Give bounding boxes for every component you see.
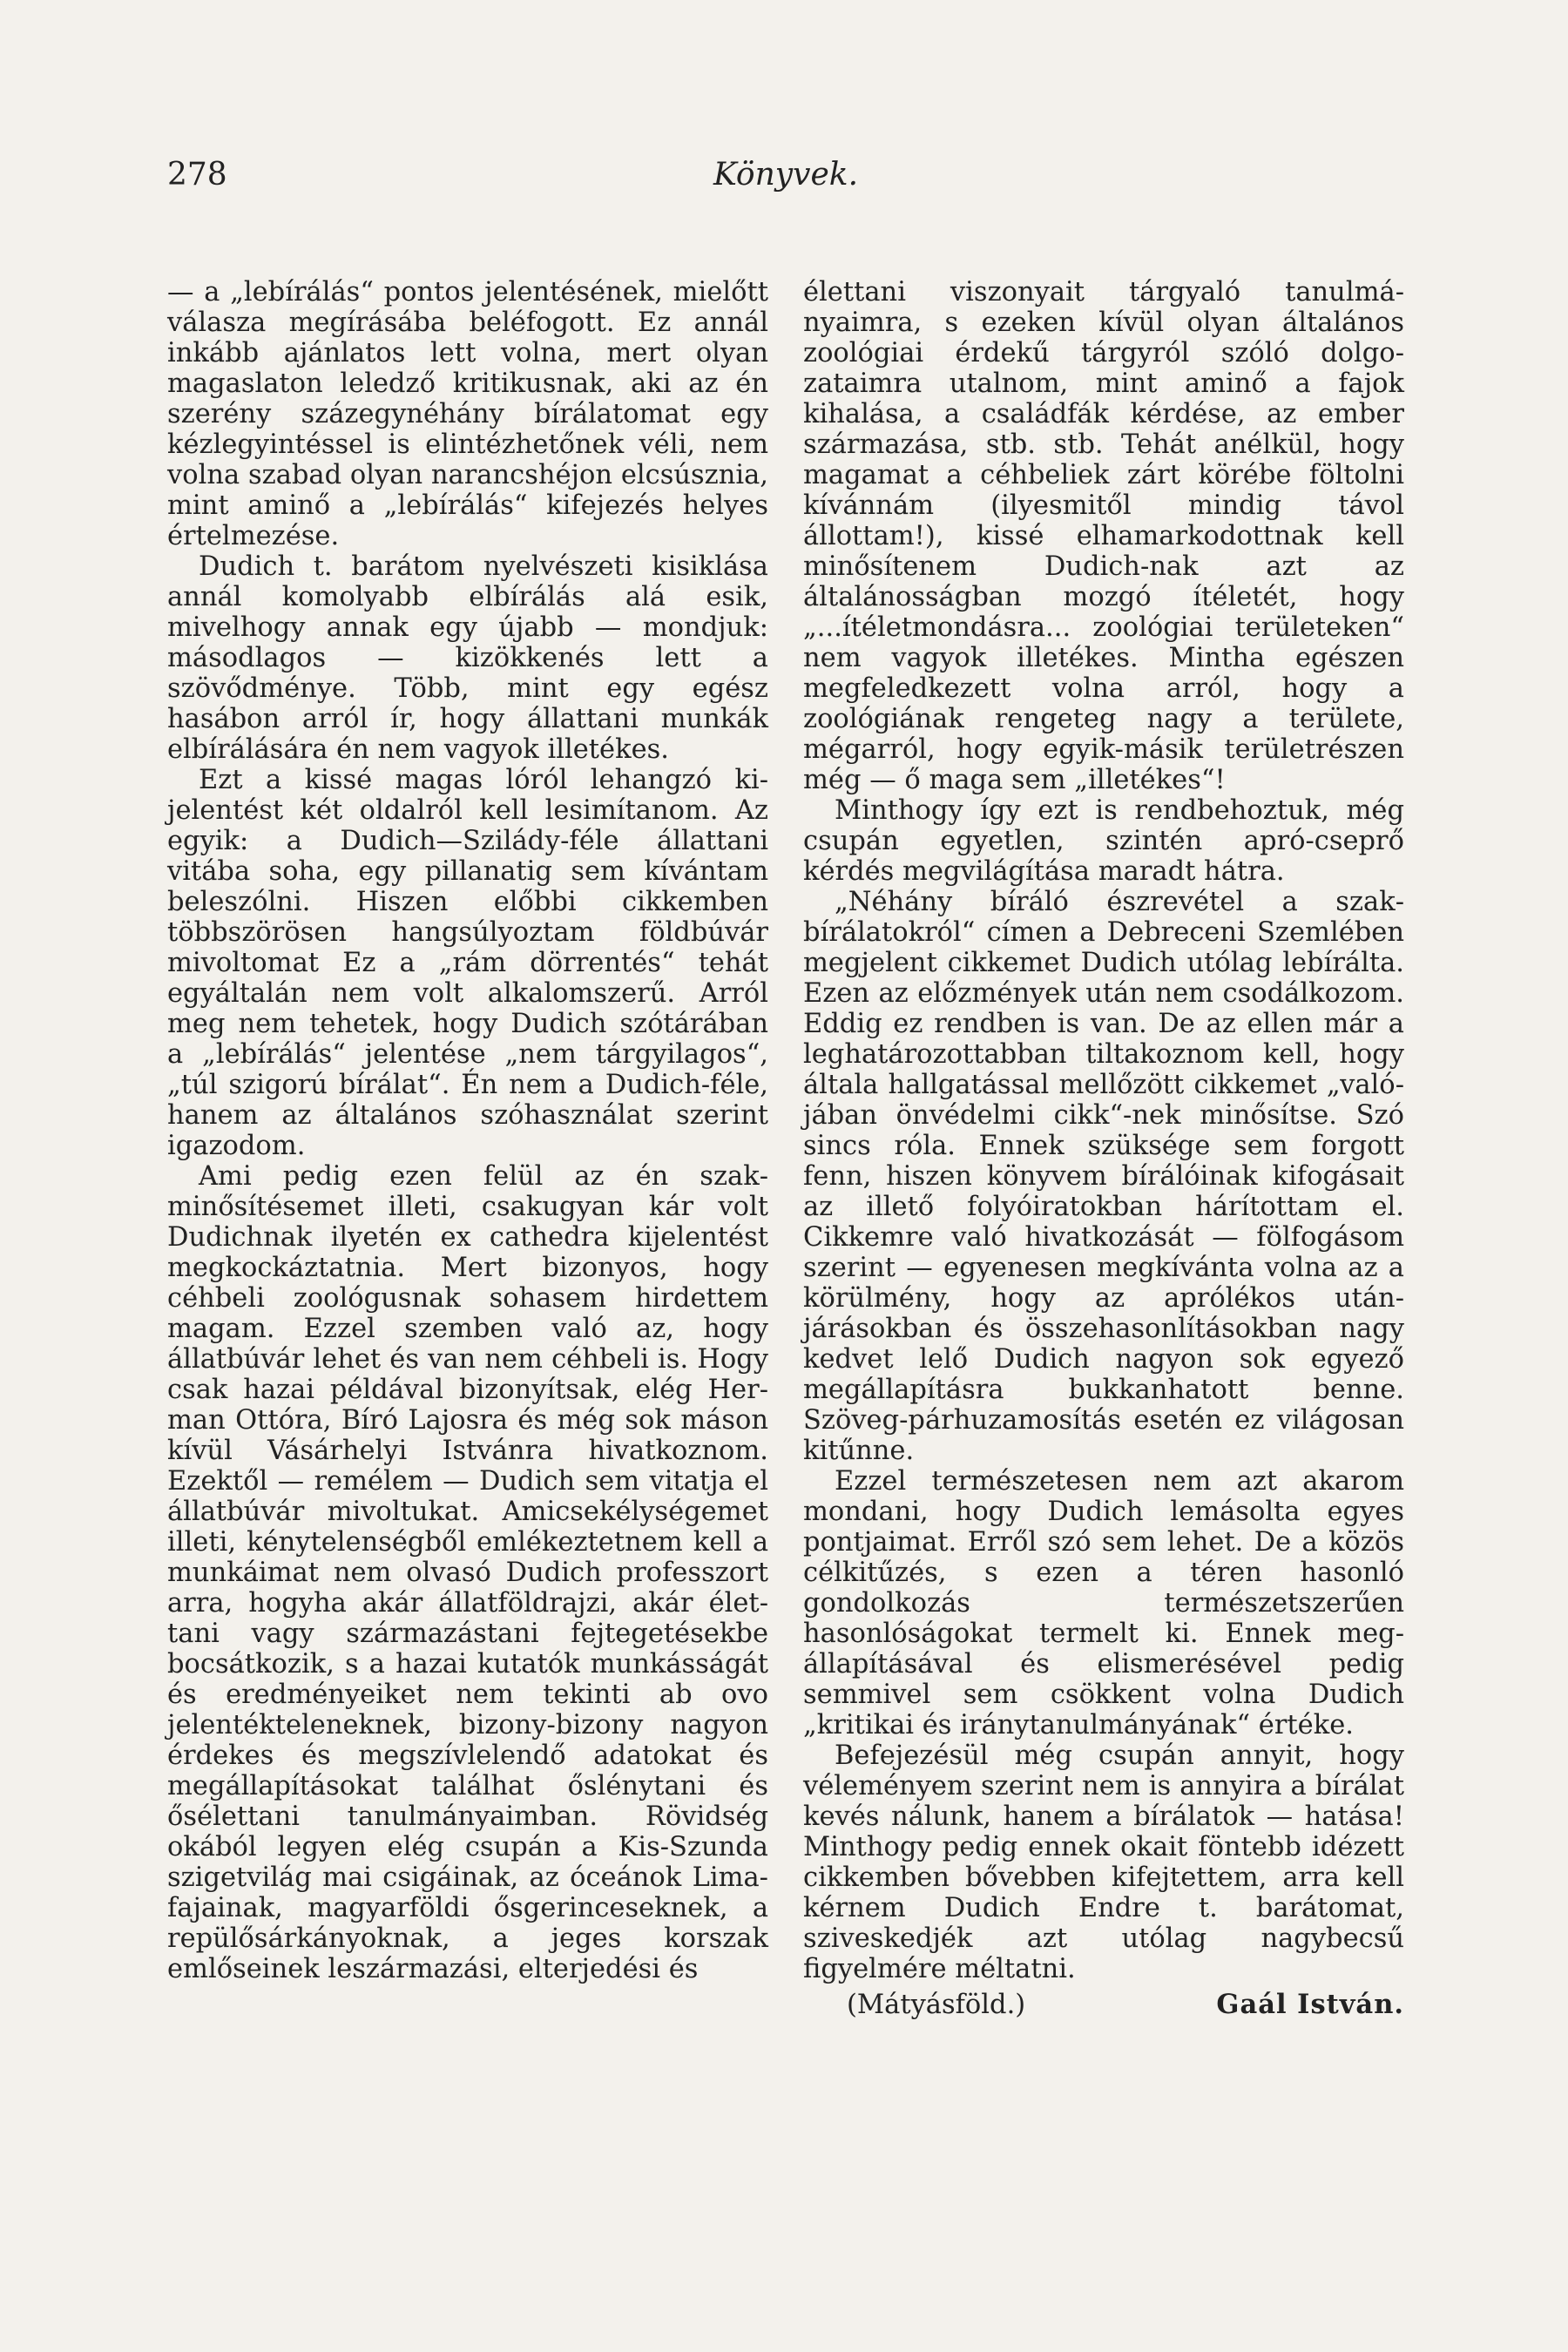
signature-line [803, 1990, 1404, 2020]
left-paragraph-3: Ezt a kissé magas lóról lehangzó kijelentést két oldalról kell lesimítanom. Az egyik: a Dudich—Sziládу-féle állattani vitába soha, egy pillanatig sem kívántam beleszólni. Hiszen előbbi cikkemben többszörösen hangsúlyoztam földbúvár mivoltomat Ez a „rám dörrentés“ tehát egyáltalán nem volt alkalomszerű. Arról meg nem tehetek, hogy Dudich szótárában a „lebírálás“ jelentése „nem tárgyilagos“, „túl szigorú bírálat“. Én nem a Dudich-féle, hanem az általános szóhasználat szerint igazodom. [167, 765, 768, 1161]
page-header [167, 157, 1404, 209]
signature-place: (Mátyásföld.) [847, 1990, 1026, 2020]
right-column [803, 277, 1404, 2020]
left-paragraph-2: Dudich t. barátom nyelvészeti kisiklása annál komolyabb elbírálás alá esik, mivelhogy annak egy újabb — mondjuk: másodlagos — kizökkenés lett a szövődménye. Több, mint egy egész hasábon arról ír, hogy állattani munkák elbírálására én nem vagyok illetékes. [167, 551, 768, 765]
running-title: Könyvek. [713, 157, 859, 193]
right-paragraph-5: Befejezésül még csupán annyit, hogy véleményem szerint nem is annyira a bírálat kevés nálunk, hanem a bírálatok — hatása! Minthogy pedig ennek okait föntebb idézett cikkemben bővebben kifejtettem, arra kell kérnem Dudich Endre t. barátomat, sziveskedjék azt utólag nagybecsű figyelmére méltatni. [803, 1740, 1404, 1984]
right-paragraph-1: élettani viszonyait tárgyaló tanulmányaimra, s ezeken kívül olyan általános zoológiai érdekű tárgyról szóló dolgozataimra utalnom, mint aminő a fajok kihalása, a családfák kérdése, az ember származása, stb. stb. Tehát anélkül, hogy magamat a céhbeliek zárt körébe föltolni kívánnám (ilyesmitől mindig távol állottam!), kissé elhamarkodottnak kell minősítenem Dudich-nak azt az általánosságban mozgó ítéletét, hogy „...ítéletmondásra... zoológiai területeken“ nem vagyok illetékes. Mintha egészen megfeledkezett volna arról, hogy a zoológiának rengeteg nagy a területe, mégarról, hogy egyik-másik területrészen még — ő maga sem „illetékes“! [803, 277, 1404, 795]
right-paragraph-4: Ezzel természetesen nem azt akarom mondani, hogy Dudich lemásolta egyes pontjaimat. Erről szó sem lehet. De a közös célkitűzés, s ezen a téren hasonló gondolkozás természetszerűen hasonlóságokat termelt ki. Ennek megállapításával és elismerésével pedig semmivel sem csökkent volna Dudich „kritikai és iránytanulmányának“ értéke. [803, 1466, 1404, 1740]
left-paragraph-4: Ami pedig ezen felül az én szakminősítésemet illeti, csakugyan kár volt Dudichnak ilyetén ex cathedra kijelentést megkockáztatnia. Mert bizonyos, hogy céhbeli zoológusnak sohasem hirdettem magam. Ezzel szemben való az, hogy állatbúvár lehet és van nem céhbeli is. Hogy csak hazai példával bizonyítsak, elég Herman Ottóra, Bíró Lajosra és még sok máson kívül Vásárhelyi Istvánra hivatkoznom. Ezektől — remélem — Dudich sem vitatja el állatbúvár mivoltukat. Amicsekélységemet illeti, kénytelenségből emlékeztetnem kell a munkáimat nem olvasó Dudich professzort arra, hogyha akár állatföldrajzi, akár élettani vagy származástani fejtegetésekbe bocsátkozik, s a hazai kutatók munkásságát és eredményeiket nem tekinti ab ovo jelentékteleneknek, bizony-bizony nagyon érdekes és megszívlelendő adatokat és megállapításokat találhat őslénytani és ősélettani tanulmányaimban. Rövidség okából legyen elég csupán a Kis-Szunda szigetvilág mai csigáinak, az óceánok Lima-fajainak, magyarföldi ősgerinceseknek, a repülősárkányoknak, a jeges korszak emlőseinek leszármazási, elterjedési és [167, 1161, 768, 1984]
left-column [167, 277, 768, 1984]
right-paragraph-3: „Néhány bíráló észrevétel a szakbírálatokról“ címen a Debreceni Szemlében megjelent cikkemet Dudich utólag lebírálta. Ezen az előzmények után nem csodálkozom. Eddig ez rendben is van. De az ellen már a leghatározottabban tiltakoznom kell, hogy általa hallgatással mellőzött cikkemet „valójában önvédelmi cikk“-nek minősítse. Szó sincs róla. Ennek szüksége sem forgott fenn, hiszen könyvem bírálóinak kifogásait az illető folyóiratokban hárítottam el. Cikkemre való hivatkozását — fölfogásom szerint — egyenesen megkívánta volna az a körülmény, hogy az aprólékos utánjárásokban és összehasonlításokban nagy kedvet lelő Dudich nagyon sok egyező megállapításra bukkanhatott benne. Szöveg-párhuzamosítás esetén ez világosan kitűnne. [803, 887, 1404, 1466]
page-number: 278 [167, 157, 227, 193]
right-paragraph-2: Minthogy így ezt is rendbehoztuk, még csupán egyetlen, szintén apró-cseprő kérdés megvilágítása maradt hátra. [803, 795, 1404, 887]
left-paragraph-1: — a „lebírálás“ pontos jelentésének, mielőtt válasza megírásába beléfogott. Ez annál inkább ajánlatos lett volna, mert olyan magaslaton leledző kritikusnak, aki az én szerény százegynéhány bírálatomat egy kézlegyintéssel is elintézhetőnek véli, nem volna szabad olyan narancshéjon elcsúsznia, mint aminő a „lebírálás“ kifejezés helyes értelmezése. [167, 277, 768, 551]
signature-author: Gaál István. [1216, 1989, 1404, 2020]
